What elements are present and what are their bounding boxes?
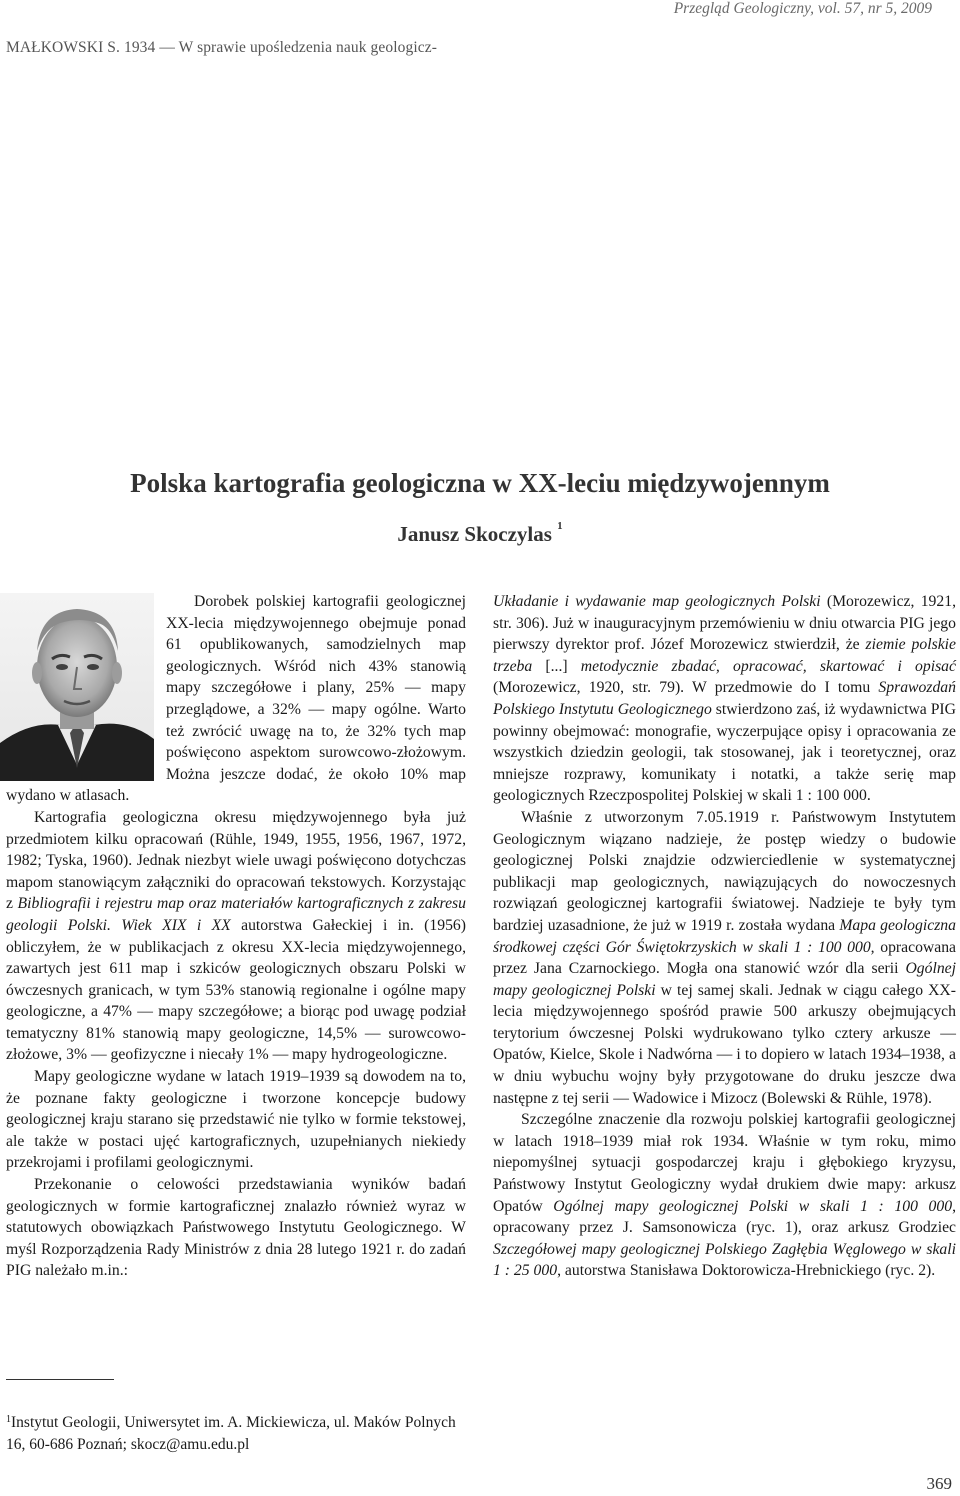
footnote-text: Instytut Geologii, Uniwersytet im. A. Mickiewicza, ul. Maków Polnych 16, 60-686 Poznań; skocz@amu.edu.pl: [6, 1414, 456, 1453]
paragraph-right-1-part-h: stwierdzono zaś, iż wydawnictwa PIG powinny obejmować: monografie, wyczerpujące opisy i opracowania ze wszystkich dziedzin geologii, tak stosowanej, jak i teoretycznej, oraz mniejsze rozprawy, komunikaty i notatki, a także serię map geologicznych Rzeczpospolitej Polskiej w skali 1 : 100 000.: [493, 700, 956, 805]
paragraph-abstract: Dorobek polskiej kartografii geologicznej XX-lecia międzywojennego obejmuje ponad 61 opublikowanych, samodzielnych map geologicznych. Wśród nich 43% stanowią mapy szczegółowe i plany, 25% — mapy przeglądowe, a 32% — mapy ogólne. Warto też zwrócić uwagę na to, że 32% tych map poświęcono aspektom surowcowo-złożowym. Można jeszcze dodać, że około 10% map wydano w atlasach.: [6, 593, 466, 805]
paragraph-left-2-part-a: Kartografia geologiczna okresu międzywojennego była już przedmiotem kilku opracowań (Rühle, 1949, 1955, 1956, 1967, 1972, 1982; Tyska, 1960). Jednak niezbyt wiele uwagi poświęcono dotychczas mapom stanowiącym załączniki do opracowań tekstowych. Korzystając z: [6, 808, 466, 913]
article-title: Polska kartografia geologiczna w XX-leciu międzywojennym: [130, 468, 830, 498]
paragraph-right-3-part-c: , opracowany przez J. Samsonowicza (ryc. 1), oraz arkusz Grodziec: [493, 1197, 956, 1237]
paragraph-left-3: Mapy geologiczne wydane w latach 1919–1939 są dowodem na to, że poznane fakty geologiczne i tworzone koncepcje budowy geologicznej kraju starano się przedstawić nie tylko w formie tekstowej, ale także w postaci ujęć kartograficznych, uzupełnianych niekiedy przekrojami i profilami geologicznymi.: [6, 1068, 466, 1172]
quote-italic-2: ziemie polskie trzeba: [493, 636, 956, 675]
map-title-italic-3: Ogólnej mapy geologicznej Polski w skali 1 : 100 000: [553, 1197, 953, 1215]
paragraph-right-3-part-e: , autorstwa Stanisława Doktorowicza-Hrebnickiego (ryc. 2).: [557, 1262, 936, 1280]
author-footnote-mark: 1: [557, 520, 563, 532]
author-name: [0, 522, 960, 547]
paragraph-right-2-part-c: opracowana przez Jana Czarnockiego. Mogła ona stanowić wzór dla serii: [493, 938, 957, 978]
footnote: [6, 1412, 466, 1455]
quote-italic-1: Układanie i wydawanie map geologicznych Polski: [493, 593, 821, 610]
paragraph-right-2-part-a: Właśnie z utworzonym 7.05.1919 r. Państwowym Instytutem Geologicznym wiązano nadzieje, że postęp wiedzy o budowie geologicznej Polski znajdzie odzwierciedlenie w systematycznej publikacji map geologicznych, nawiązujących do nowoczesnych rozwiązań geologicznej kartografii światowej. Nadzieje te były tym bardziej uzasadnione, że już w 1919 r. została wydana: [493, 808, 956, 934]
paragraph-right-2: [493, 807, 956, 1109]
paragraph-left-2-part-c: autorstwa Gałeckiej i in. (1956) obliczyłem, że w publikacjach z okresu XX-lecia międzywojennego, zawartych jest 611 map i szkiców geologicznych obszaru Polski w ówczesnych granicach, w tym 53% stanowią regionalne i ogólne mapy geologiczne, a 47% — mapy szczegółowe; a biorąc pod uwagę podział tematyczny 81% stanowią mapy geologiczne, 14,5% — surowcowo-złożowe, 3% — geofizyczne i niecały 1% — mapy hydrogeologiczne.: [6, 916, 466, 1064]
footnote-mark: 1: [6, 1414, 11, 1425]
map-title-italic-4: Szczegółowej mapy geologicznej Polskiego Zagłębia Węglowego w skali 1 : 25 000: [493, 1240, 956, 1280]
right-column: [493, 591, 956, 1282]
footnote-rule: [6, 1379, 114, 1380]
map-title-italic-2: Ogólnej mapy geologicznej Polski: [493, 960, 956, 999]
map-title-italic-1: Mapa geologiczna środkowej części Gór Świętokrzyskich w skali 1 : 100 000,: [493, 916, 956, 956]
paragraph-left-4: Przekonanie o celowości przedstawiania wyników badań geologicznych w formie kartograficznej znalazło również wyraz w statutowych obowiązkach Państwowego Instytutu Geologicznego. W myśl Rozporządzenia Rady Ministrów z dnia 28 lutego 1921 r. do zadań PIG należało m.in.:: [6, 1176, 466, 1280]
paragraph-right-1-part-f: (Morozewicz, 1920, str. 79). W przedmowie do I tomu: [493, 679, 879, 697]
paragraph-right-3: [493, 1109, 956, 1282]
paragraph-right-1-part-d: [...]: [532, 657, 581, 675]
author-name-text: Janusz Skoczylas: [397, 522, 552, 546]
paragraph-left-2-italic: Bibliografii i rejestru map oraz materiałów kartograficznych z zakresu geologii Polski. Wiek XIX i XX: [6, 895, 466, 934]
paragraph-left-2: [6, 807, 466, 1066]
paragraph-right-1-part-b: (Morozewicz, 1921, str. 306). Już w inauguracyjnym przemówieniu w dniu otwarcia PIG jego pierwszy dyrektor prof. Józef Morozewicz stwierdził, że: [493, 593, 956, 654]
quote-italic-3: metodycznie zbadać, opracować, skartować i opisać: [580, 657, 956, 675]
series-title-italic: Sprawozdań Polskiego Instytutu Geologicznego: [493, 679, 956, 718]
paragraph-right-2-part-e: w tej samej skali. Jednak w ciągu całego XX-lecia międzywojennego spośród prawie 500 arkuszy obejmujących terytorium ówczesnej Polski wydrukowano tylko cztery arkusze — Opatów, Kielce, Skole i Nadwórna — i to dopiero w latach 1934–1938, a w dniu wybuchu wojny były przygotowane do druku jeszcze dwa następne z tej serii — Wadowice i Mizocz (Bolewski & Rühle, 1978).: [493, 981, 956, 1107]
journal-header: Przegląd Geologiczny, vol. 57, nr 5, 2009: [673, 0, 932, 17]
author-portrait-image: [0, 593, 154, 781]
running-head: MAŁKOWSKI S. 1934 — W sprawie upośledzenia nauk geologicz-: [6, 39, 437, 56]
left-column: [6, 591, 466, 1282]
author-portrait: [0, 593, 154, 781]
paragraph-right-3-part-a: Szczególne znaczenie dla rozwoju polskiej kartografii geologicznej w latach 1918–1939 miał rok 1934. Właśnie w tym roku, mimo niepomyślnej sytuacji gospodarczej kraju i głębokiego kryzysu, Państwowy Instytut Geologiczny wydał drukiem dwie mapy: arkusz Opatów: [493, 1111, 956, 1215]
paragraph-right-1: [493, 591, 956, 807]
page-number: 369: [926, 1474, 952, 1493]
